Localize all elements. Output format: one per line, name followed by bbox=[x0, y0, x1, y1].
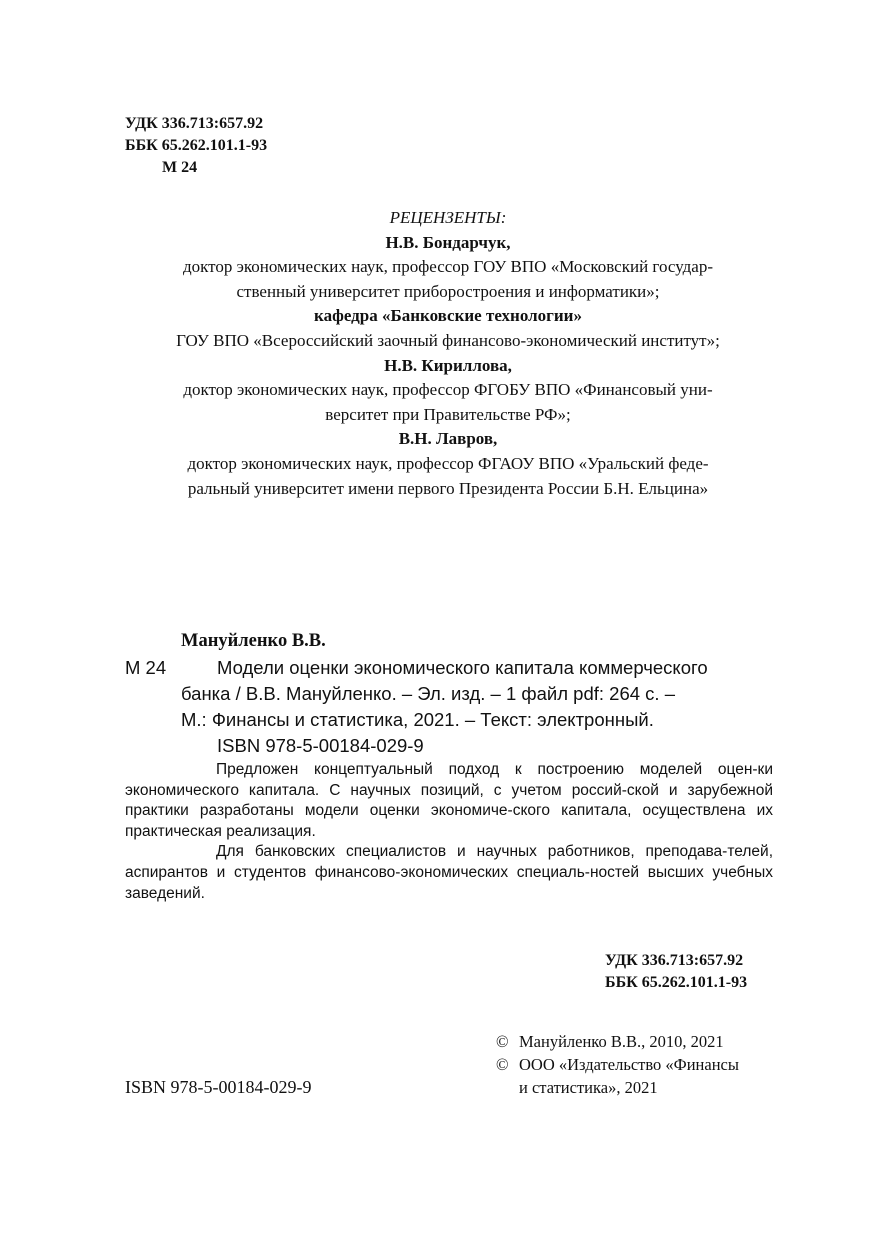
copyright-symbol-icon: © bbox=[496, 1032, 509, 1051]
reviewer-line: Н.В. Бондарчук, bbox=[385, 232, 511, 252]
reviewer-line: В.Н. Лавров, bbox=[398, 429, 498, 449]
reviewer-line: ственный университет приборостроения и информатики»; bbox=[236, 281, 660, 301]
bibliographic-isbn: ISBN 978-5-00184-029-9 bbox=[217, 735, 424, 756]
reviewer-line: Н.В. Кириллова, bbox=[384, 355, 512, 375]
annotation-paragraph: Предложен концептуальный подход к построению моделей оцен-ки экономического капитала. С научных позиций, с учетом россий-ской и зарубежной практики разработаны модели оценки экономиче-ского капитала, осуществлена их практическая реализация. bbox=[125, 761, 773, 840]
copyright-publisher-line2: и статистика», 2021 bbox=[519, 1078, 658, 1097]
reviewer-line: доктор экономических наук, профессор ФГАОУ ВПО «Уральский феде- bbox=[187, 453, 709, 473]
bibliographic-description-line: банка / В.В. Мануйленко. – Эл. изд. – 1 файл pdf: 264 с. – bbox=[181, 683, 675, 704]
reviewers-block bbox=[100, 206, 796, 501]
annotation-paragraph: Для банковских специалистов и научных работников, преподава-телей, аспирантов и студентов финансово-экономических специаль-ностей высших учебных заведений. bbox=[125, 843, 773, 902]
bibliographic-description-line: Модели оценки экономического капитала коммерческого bbox=[217, 657, 708, 678]
reviewer-line: ГОУ ВПО «Всероссийский заочный финансово-экономический институт»; bbox=[176, 330, 720, 350]
bbk-code-bottom: ББК 65.262.101.1-93 bbox=[605, 974, 748, 991]
bibliographic-mark: М 24 bbox=[125, 657, 167, 678]
reviewer-line: кафедра «Банковские технологии» bbox=[314, 306, 582, 326]
reviewer-line: доктор экономических наук, профессор ГОУ ВПО «Московский государ- bbox=[182, 257, 714, 277]
copyright-publisher-line1: ООО «Издательство «Финансы bbox=[519, 1055, 739, 1074]
footer-isbn: ISBN 978-5-00184-029-9 bbox=[125, 1077, 312, 1097]
reviewers-heading: РЕЦЕНЗЕНТЫ: bbox=[389, 208, 507, 227]
bbk-code-top: ББК 65.262.101.1-93 bbox=[125, 137, 268, 154]
udk-code-bottom: УДК 336.713:657.92 bbox=[605, 952, 744, 969]
author-mark-top: М 24 bbox=[162, 159, 198, 176]
copyright-author: Мануйленко В.В., 2010, 2021 bbox=[519, 1032, 724, 1051]
bibliographic-description-line: М.: Финансы и статистика, 2021. – Текст: электронный. bbox=[181, 709, 654, 730]
reviewer-line: доктор экономических наук, профессор ФГОБУ ВПО «Финансовый уни- bbox=[183, 380, 713, 400]
bibliographic-author: Мануйленко В.В. bbox=[181, 631, 326, 651]
reviewer-line: ральный университет имени первого Президента России Б.Н. Ельцина» bbox=[187, 478, 709, 498]
annotation bbox=[125, 760, 773, 904]
copyright-symbol-icon: © bbox=[496, 1055, 509, 1074]
reviewer-line: верситет при Правительстве РФ»; bbox=[325, 404, 571, 424]
udk-code-top: УДК 336.713:657.92 bbox=[125, 115, 264, 132]
